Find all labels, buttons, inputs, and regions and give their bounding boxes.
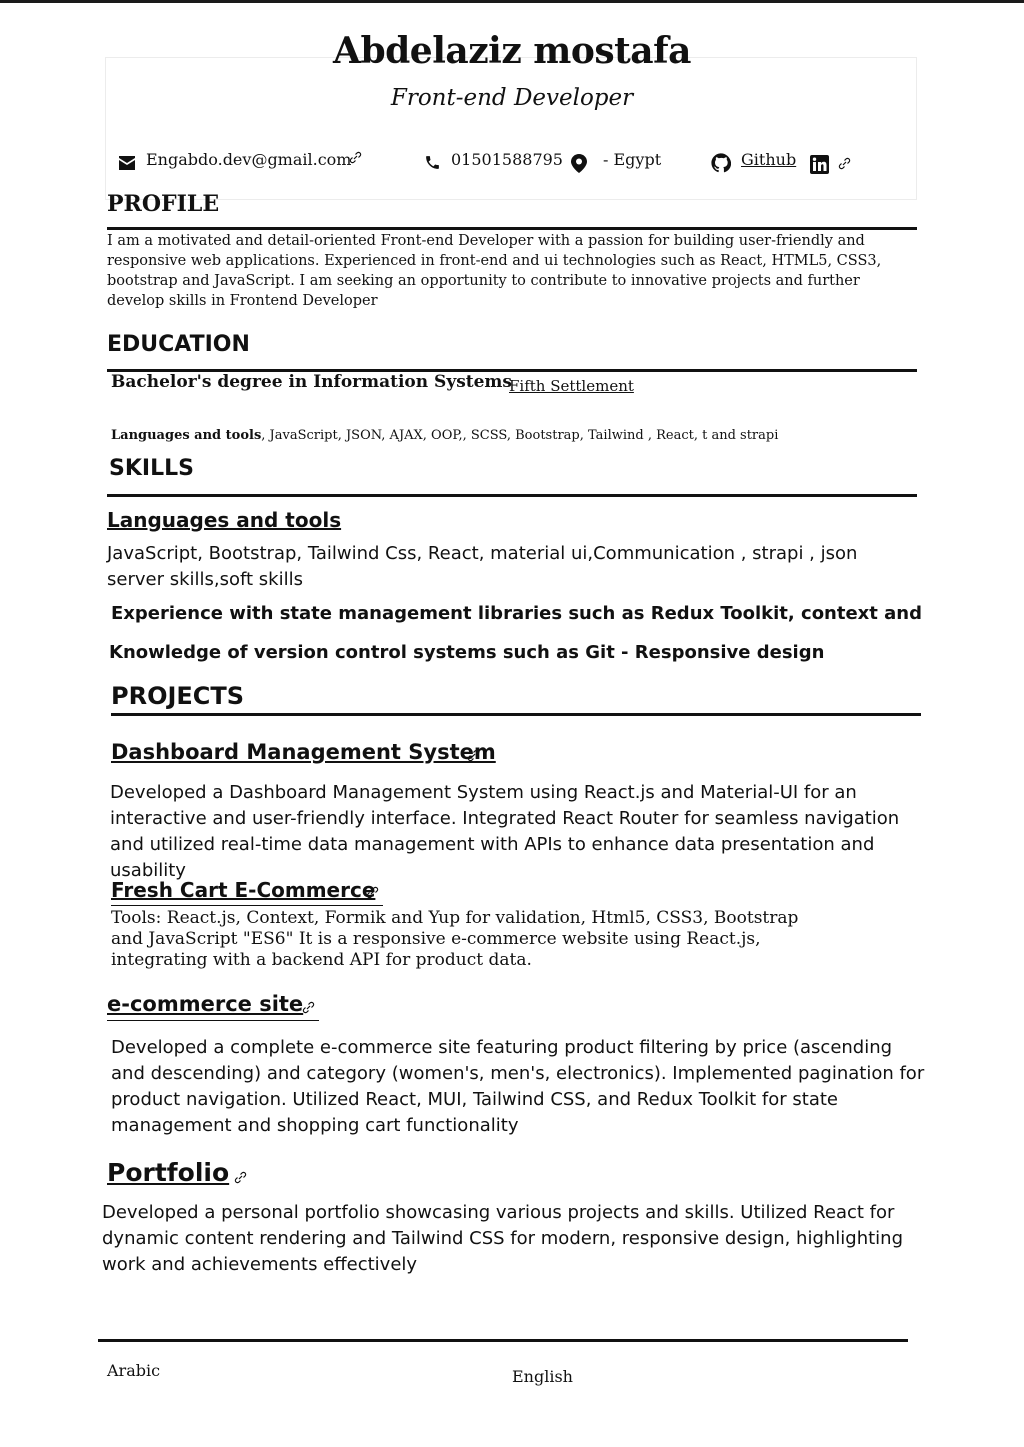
project-desc-ecommerce-site: Developed a complete e-commerce site featuring product filtering by price (ascending and descending) and category (women's, men's, electronics). Implemented pagination for product navigation. Utilized React, MUI, Tailwind CSS, and Redux Toolkit for state management and shopping cart functionality bbox=[111, 1037, 925, 1136]
phone-icon bbox=[424, 154, 441, 171]
header-box bbox=[105, 57, 917, 200]
skills-subtitle: Languages and tools bbox=[107, 508, 342, 532]
email-icon bbox=[119, 156, 135, 170]
candidate-role: Front-end Developer bbox=[390, 85, 634, 111]
skills-line-version-control: Knowledge of version control systems such as Git - Responsive design bbox=[109, 642, 825, 663]
skills-line-state-management: Experience with state management libraries such as Redux Toolkit, context and bbox=[111, 603, 923, 624]
phone-number: 01501588795 bbox=[451, 150, 563, 169]
language-english: English bbox=[512, 1367, 573, 1386]
divider bbox=[98, 1339, 908, 1342]
education-tools-text: , JavaScript, JSON, AJAX, OOP,, SCSS, Bootstrap, Tailwind , React, t and strapi bbox=[261, 428, 779, 443]
education-location: Fifth Settlement bbox=[509, 377, 634, 395]
project-desc-fresh-cart: Tools: React.js, Context, Formik and Yup for validation, Html5, CSS3, Bootstrap and JavaScript "ES6" It is a responsive e-commerce website using React.js, integrating with a backend API for product data. bbox=[111, 908, 799, 970]
project-title-fresh-cart[interactable]: Fresh Cart E-Commerce bbox=[111, 878, 376, 902]
location-text: - Egypt bbox=[603, 150, 662, 169]
divider bbox=[107, 494, 917, 497]
education-tools bbox=[111, 428, 778, 443]
section-title-projects: PROJECTS bbox=[111, 682, 245, 710]
divider bbox=[111, 713, 921, 716]
project-title-ecommerce-site[interactable]: e-commerce site bbox=[107, 992, 304, 1016]
divider bbox=[107, 227, 917, 230]
link-icon[interactable] bbox=[234, 1171, 247, 1184]
link-icon[interactable] bbox=[838, 157, 851, 170]
candidate-name: Abdelaziz mostafa bbox=[333, 30, 691, 72]
project-desc-portfolio: Developed a personal portfolio showcasing various projects and skills. Utilized React for dynamic content rendering and Tailwind CSS for modern, responsive design, highlighting work and achievements effectively bbox=[102, 1202, 904, 1275]
link-icon[interactable] bbox=[467, 749, 480, 762]
linkedin-icon[interactable] bbox=[810, 155, 829, 174]
location-pin-icon bbox=[571, 154, 587, 173]
section-title-skills: SKILLS bbox=[109, 456, 194, 481]
email-link[interactable]: Engabdo.dev@gmail.com bbox=[146, 150, 352, 169]
link-icon[interactable] bbox=[366, 886, 379, 899]
skills-list: JavaScript, Bootstrap, Tailwind Css, React, material ui,Communication , strapi , json server skills,soft skills bbox=[107, 543, 858, 590]
link-icon[interactable] bbox=[302, 1001, 315, 1014]
section-title-education: EDUCATION bbox=[107, 332, 250, 357]
link-icon[interactable] bbox=[349, 151, 362, 164]
top-border bbox=[0, 0, 1024, 3]
education-tools-label: Languages and tools bbox=[111, 428, 262, 443]
language-arabic: Arabic bbox=[107, 1361, 161, 1380]
project-desc-dashboard: Developed a Dashboard Management System using React.js and Material-UI for an interactive and user-friendly interface. Integrated React Router for seamless navigation and utilized real-time data management with APIs to enhance data presentation and usability bbox=[110, 782, 900, 881]
title-underline bbox=[111, 905, 383, 906]
title-underline bbox=[107, 1020, 319, 1021]
education-degree: Bachelor's degree in Information Systems bbox=[111, 372, 512, 392]
github-link[interactable]: Github bbox=[741, 150, 797, 169]
profile-text: I am a motivated and detail-oriented Front-end Developer with a passion for building user-friendly and responsive web applications. Experienced in front-end and ui technologies such as React, HTML5, CSS3, bootstrap and JavaScript. I am seeking an opportunity to contribute to innovative projects and further develop skills in Frontend Developer bbox=[107, 233, 882, 309]
project-title-dashboard[interactable]: Dashboard Management System bbox=[111, 740, 496, 764]
project-title-portfolio[interactable]: Portfolio bbox=[107, 1158, 230, 1187]
github-icon bbox=[711, 153, 731, 173]
section-title-profile: PROFILE bbox=[107, 191, 220, 217]
